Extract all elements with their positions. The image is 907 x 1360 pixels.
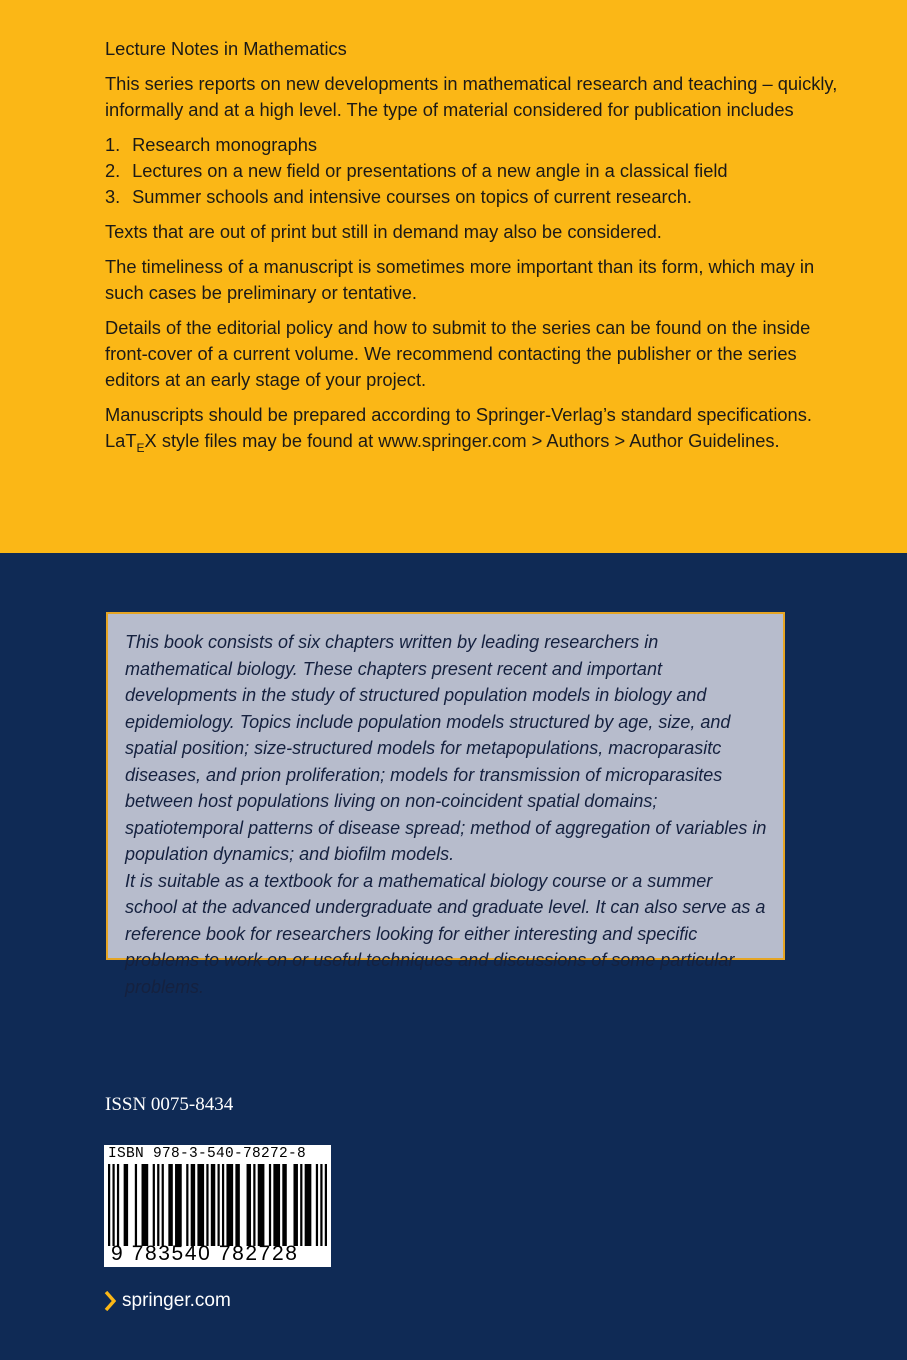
latex-guidelines-link-text: style files may be found at www.springer.com > Authors > Author Guidelines. [156,430,780,451]
barcode-bar [269,1164,271,1246]
list-text: Lectures on a new field or presentations of a new angle in a classical field [132,160,728,181]
issn-number: ISSN 0075-8434 [105,1094,234,1115]
publisher-link[interactable] [104,1290,231,1312]
barcode-bar [206,1164,208,1246]
series-title: Lecture Notes in Mathematics [105,38,347,59]
barcode-bar [197,1164,204,1246]
chevron-right-icon [104,1291,116,1311]
barcode-bar [135,1164,137,1246]
barcode-bar [108,1164,110,1246]
barcode-bar [325,1164,327,1246]
list-number: 3. [105,186,121,207]
series-info-panel [0,0,907,553]
isbn-barcode [104,1145,331,1267]
barcode-bar [162,1164,164,1246]
barcode-bar [226,1164,233,1246]
barcode-bar [186,1164,188,1246]
manuscript-guidelines [105,402,845,456]
list-item [105,158,845,184]
barcode-bar [316,1164,318,1246]
series-info-text [105,36,845,465]
barcode-bar [191,1164,195,1246]
abstract-paragraph-2: It is suitable as a textbook for a mathematical biology course or a summer school at the advanced undergraduate and graduate level. It can also serve as a reference book for researchers looking for either interesting and specific problems to work on or useful techniques and discussions of some particular problems. [125,870,766,997]
barcode-bar [273,1164,280,1246]
barcode-bar [320,1164,322,1246]
barcode-bar [117,1164,119,1246]
barcode-bar [218,1164,220,1246]
latex-logo: LaT$_E$X [105,430,157,455]
editorial-policy-note: Details of the editorial policy and how to submit to the series can be found on the inside front-cover of a current volume. We recommend contacting the publisher or the series editors at an early stage of your project. [105,317,811,390]
barcode-bar [305,1164,312,1246]
manuscripts-line: Manuscripts should be prepared according to Springer-Verlag’s standard specifications. [105,404,812,425]
barcode-bar [253,1164,255,1246]
ean-digits: 9 783540 782728 [111,1242,299,1265]
barcode-bar [157,1164,159,1246]
barcode-bar [282,1164,286,1246]
list-item [105,132,845,158]
barcode-bar [124,1164,128,1246]
book-abstract-box [106,612,785,997]
barcode-bar [222,1164,224,1246]
list-number: 2. [105,160,121,181]
barcode-bar [168,1164,172,1246]
material-list [105,132,845,210]
timeliness-note: The timeliness of a manuscript is sometimes more important than its form, which may in such cases be preliminary or tentative. [105,256,815,303]
list-item [105,184,845,210]
barcode-bar [293,1164,297,1246]
barcode-bar [235,1164,239,1246]
barcode-bar [112,1164,114,1246]
barcode-bar [211,1164,215,1246]
barcode-bar [247,1164,251,1246]
barcode-bars [108,1164,327,1246]
barcode-bar [258,1164,265,1246]
list-number: 1. [105,134,121,155]
abstract-paragraph-1: This book consists of six chapters written by leading researchers in mathematical biology. These chapters present recent and important developments in the study of structured population models in biology and epidemiology. Topics include population models structured by age, size, and spatial position; size-structured models for metapopulations, macroparasitc diseases, and prion proliferation; models for transmission of microparasites between host populations living on non-coincident spatial domains; spatiotemporal patterns of disease spread; method of aggregation of variables in population dynamics; and biofilm models. [125,632,767,864]
publisher-url: springer.com [122,1290,231,1311]
barcode-bar [175,1164,182,1246]
list-text: Summer schools and intensive courses on topics of current research. [132,186,692,207]
barcode-bar [142,1164,149,1246]
isbn-number: ISBN 978-3-540-78272-8 [108,1146,307,1162]
barcode-bar [300,1164,302,1246]
list-text: Research monographs [132,134,318,155]
series-intro: This series reports on new developments in mathematical research and teaching – quickly, informally and at a high level. The type of material considered for publication includes [105,73,838,120]
barcode-bar [153,1164,155,1246]
out-of-print-note: Texts that are out of print but still in demand may also be considered. [105,221,662,242]
